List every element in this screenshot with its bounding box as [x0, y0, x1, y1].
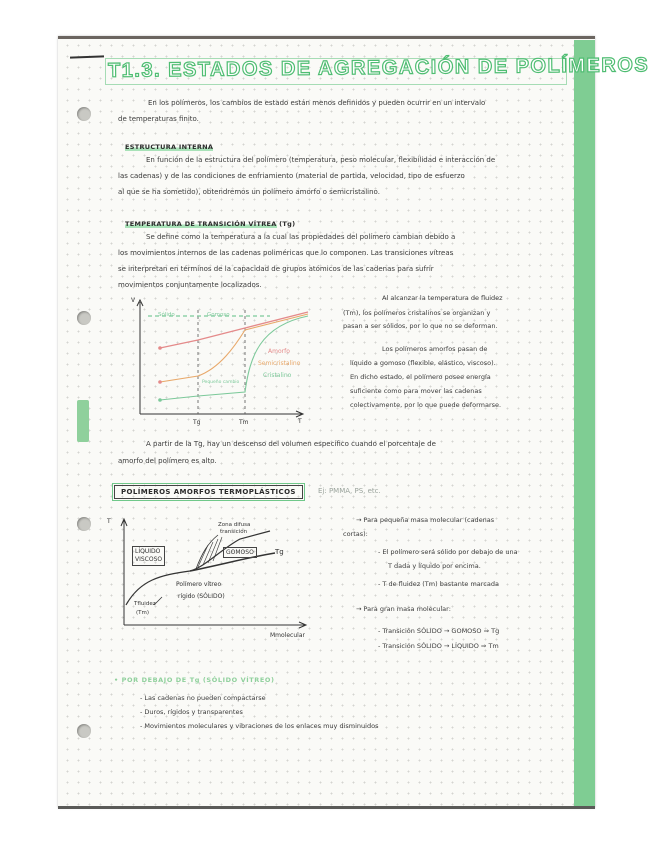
- green-margin-bar: [574, 40, 595, 806]
- page-top-edge: [58, 36, 595, 39]
- page-tab: [77, 400, 89, 442]
- right-text-line: colectivamente, por lo que puede deformarse.: [350, 401, 502, 409]
- bottom-item: - Movimientos moleculares y vibraciones de los enlaces muy disminuidos: [140, 722, 379, 730]
- graph1-tick-tg: Tg: [193, 419, 201, 426]
- right-text-line: pasan a ser sólidos, por lo que no se deforman.: [343, 322, 498, 330]
- page-title: T1.3. ESTADOS DE AGREGACIÓN DE POLÍMEROS: [107, 54, 650, 82]
- graph1-x-axis-label: T: [298, 418, 302, 425]
- punch-hole: [77, 517, 91, 531]
- right-text-line: En dicho estado, el polímero posee energía: [350, 373, 491, 381]
- graph2-label-tg: Tg: [275, 548, 284, 556]
- after-graph-line: A partir de la Tg, hay un descenso del volumen específico cuando el porcentaje de: [146, 440, 436, 448]
- graph2-label-rigido: rígido (SÓLIDO): [178, 593, 225, 600]
- graph1-label-amorfo: Amorfo: [268, 348, 290, 355]
- graph1-label-solido: Sólido: [158, 312, 175, 318]
- heading-por-debajo-tg: • POR DEBAJO DE Tg (SÓLIDO VÍTREO): [114, 676, 275, 684]
- graph2-label-tfluidez: Tfluidez: [134, 601, 156, 607]
- temperature-molecular-mass-diagram: [110, 515, 320, 640]
- intro-line: En los polímeros, los cambios de estado están menos definidos y pueden ocurrir en un intervalo: [148, 99, 486, 107]
- amorfos-example: Ej: PMMA, PS, etc.: [318, 487, 381, 495]
- graph2-label-liquido-viscoso: LÍQUIDO VISCOSO: [132, 546, 165, 566]
- mass-note-line: - T de fluidez (Tm) bastante marcada: [378, 580, 499, 588]
- heading-tg: TEMPERATURA DE TRANSICIÓN VÍTREA (Tg): [125, 220, 296, 228]
- bottom-item: - Duros, rígidos y transparentes: [140, 708, 243, 716]
- page-bottom-edge: [58, 806, 595, 809]
- estructura-line: En función de la estructura del polímero (temperatura, peso molecular, flexibilidad e interacción de: [146, 156, 496, 164]
- graph1-label-pequeno-cambio: Pequeño cambio: [202, 380, 240, 385]
- graph2-label-transicion: transición: [220, 529, 248, 535]
- tg-line: movimientos conjuntamente localizados.: [118, 281, 262, 289]
- heading-estructura: ESTRUCTURA INTERNA: [125, 143, 214, 151]
- right-text-line: suficiente como para mover las cadenas: [350, 387, 482, 395]
- estructura-line: al que se ha sometido), obtendremos un polímero amorfo o semicristalino.: [118, 188, 380, 196]
- graph2-label-zona: Zona difusa: [218, 522, 251, 528]
- tg-line: Se define como la temperatura a la cual las propiedades del polímero cambian debido a: [146, 233, 456, 241]
- punch-hole: [77, 724, 91, 738]
- heading-amorfos-termoplasticos: POLÍMEROS AMORFOS TERMOPLÁSTICOS: [114, 485, 303, 499]
- graph1-label-semicristalino: Semicristalino: [258, 360, 301, 367]
- graph1-tick-tm: Tm: [239, 419, 249, 426]
- tg-line: los movimientos internos de las cadenas poliméricas que lo componen. Las transiciones vítreas: [118, 249, 454, 257]
- after-graph-line: amorfo del polímero es alto.: [118, 457, 217, 465]
- right-text-line: Los polímeros amorfos pasan de: [382, 345, 488, 353]
- right-text-line: (Tm), los polímeros cristalinos se organizan y: [343, 309, 491, 317]
- graph2-label-tm: (Tm): [136, 610, 150, 616]
- graph2-label-vitreo: Polímero vítreo: [176, 581, 222, 588]
- graph1-y-axis-label: V: [131, 297, 136, 304]
- graph2-label-gomoso: GOMOSO: [223, 547, 257, 558]
- punch-hole: [77, 107, 91, 121]
- bottom-item: - Las cadenas no pueden compactarse: [140, 694, 266, 702]
- mass-note-line: - El polímero será sólido por debajo de una: [378, 548, 518, 556]
- mass-note-line: → Para gran masa molecular:: [356, 605, 451, 613]
- graph1-label-gomoso: Gomoso: [207, 312, 230, 318]
- mass-note-line: cortas):: [343, 530, 368, 538]
- mass-note-line: - Transición SÓLIDO → LÍQUIDO ⇒ Tm: [378, 642, 499, 650]
- graph2-y-axis-label: T: [107, 518, 111, 525]
- mass-note-line: - Transición SÓLIDO → GOMOSO ⇒ Tg: [378, 627, 500, 635]
- graph1-label-cristalino: Cristalino: [263, 372, 292, 379]
- tg-line: se interpretan en términos de la capacidad de grupos atómicos de las cadenas para sufrir: [118, 265, 434, 273]
- right-text-line: líquido a gomoso (flexible, elástico, viscoso).: [350, 359, 496, 367]
- graph2-x-axis-label: Mmolecular: [270, 632, 305, 639]
- mass-note-line: T dada y líquido por encima.: [388, 562, 481, 570]
- estructura-line: las cadenas) y de las condiciones de enfriamiento (material de partida, velocidad, tipo de esfuerzo: [118, 172, 465, 180]
- right-text-line: Al alcanzar la temperatura de fluidez: [382, 294, 503, 302]
- mass-note-line: → Para pequeña masa molecular (cadenas: [356, 516, 495, 524]
- punch-hole: [77, 311, 91, 325]
- intro-line: de temperaturas finito.: [118, 115, 199, 123]
